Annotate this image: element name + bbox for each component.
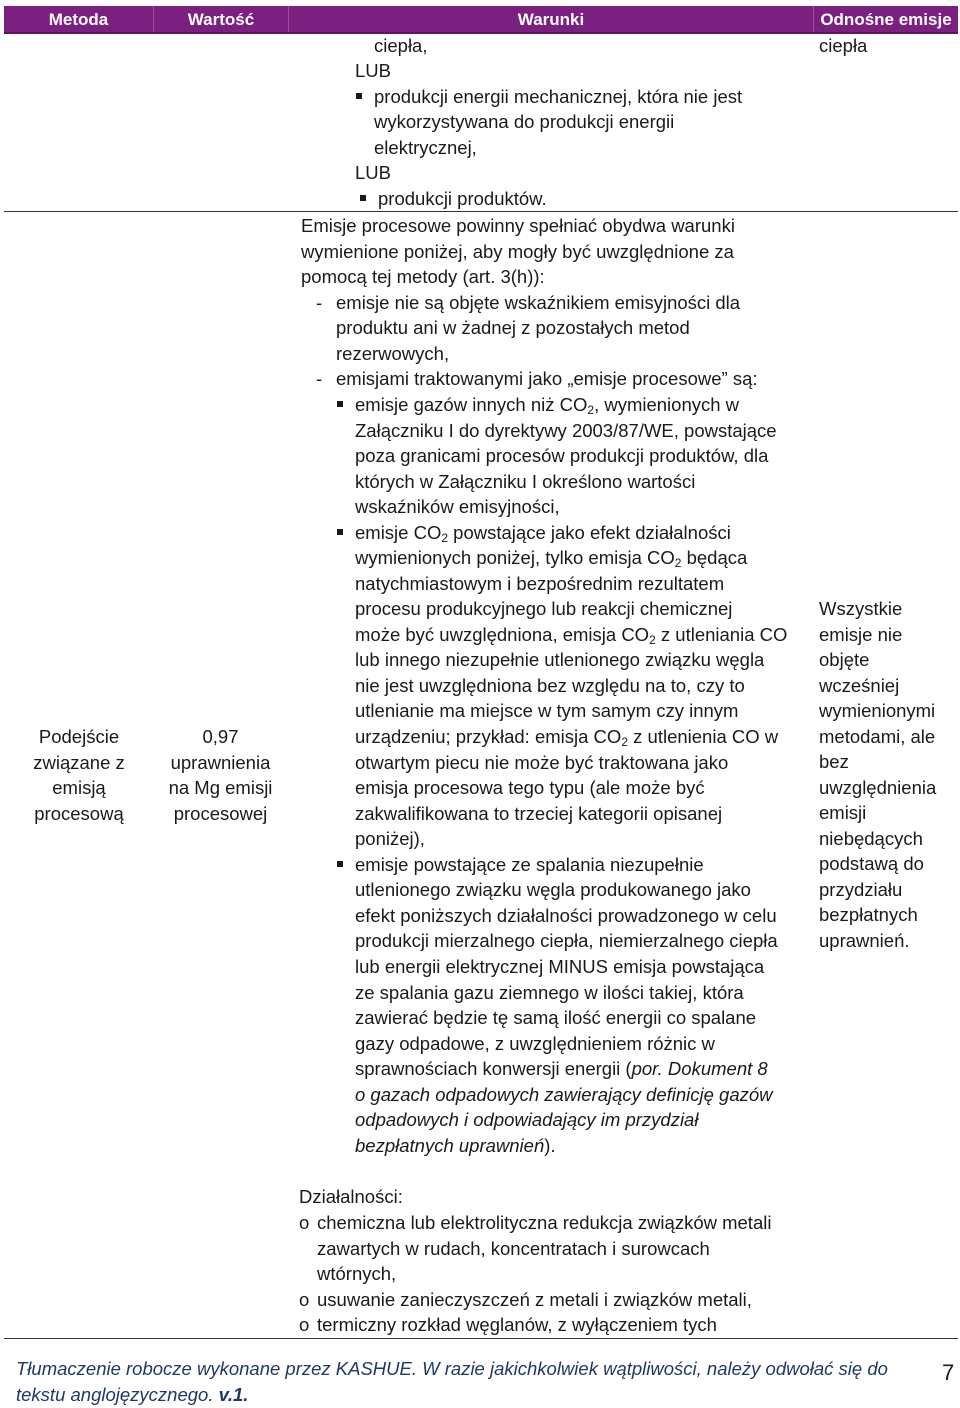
text-line [355, 1133, 556, 1159]
method-line: procesową [34, 802, 124, 824]
text-span: wymienionych poniżej, tylko emisja CO [355, 547, 675, 568]
subscript: 2 [674, 556, 682, 570]
relevant-line: przydziału [819, 878, 903, 900]
bullet-item [355, 520, 731, 546]
subscript: 2 [441, 531, 449, 545]
relevant-top: ciepła [819, 35, 868, 56]
relevant-line: bezpłatnych [819, 904, 918, 925]
text-line: poniżej), [355, 828, 425, 849]
text-span: urządzeniu; przykład: emisja CO [355, 726, 622, 747]
text-line: gazy odpadowe, z uwzględnieniem różnic w [355, 1033, 715, 1054]
page-number: 7 [942, 1360, 955, 1385]
activities-title: Działalności: [299, 1186, 403, 1207]
text-line: otwartym piecu nie może być traktowana jako [355, 752, 729, 773]
relevant-line: podstawą do [819, 853, 924, 874]
text-line: emisja procesowa tego typu (ale może być [355, 777, 705, 798]
text-line: poza granicami procesów produkcji produktów, dla [355, 445, 769, 466]
row-divider [4, 211, 958, 212]
method-line: związane z [33, 751, 125, 773]
document-reference: por. Dokument 8 [631, 1058, 768, 1079]
method-line: Podejście [38, 726, 120, 747]
dash-marker: - [316, 292, 323, 313]
text-line: ciepła, [374, 35, 428, 56]
text-line: o gazach odpadowych zawierający definicję gazów [355, 1084, 773, 1105]
value-line: na Mg emisji [168, 777, 273, 798]
header-relevant-emissions: Odnośne emisje [820, 10, 952, 29]
footer-note [16, 1356, 926, 1408]
value-line: procesowej [173, 802, 268, 824]
text-line: wykorzystywana do produkcji energii [374, 111, 675, 132]
text-line: utlenionego związku węgla produkowanego jako [355, 879, 751, 900]
relevant-line: emisje nie [819, 623, 903, 645]
dash-marker: - [316, 368, 323, 389]
text-line: których w Załączniku I określono wartości [355, 471, 696, 492]
text-span: ). [544, 1135, 556, 1156]
bullet-item: produkcji energii mechanicznej, która nie jest [374, 84, 742, 110]
circle-bullet: o [299, 1314, 310, 1335]
text-line: ze spalania gazu ziemnego w ilości takiej, która [355, 982, 744, 1003]
value-line: uprawnienia [170, 751, 271, 773]
subscript: 2 [621, 735, 628, 749]
text-span: bezpłatnych uprawnień [355, 1135, 545, 1156]
text-span: może być uwzględniona, emisja CO [355, 624, 650, 645]
text-line: odpadowych i odpowiadający im przydział [355, 1109, 699, 1130]
footer-text: Tłumaczenie robocze wykonane przez KASHUE. W razie jakichkolwiek wątpliwości, należy odwołać się do tekstu anglojęzycznego. [16, 1358, 888, 1405]
value-line: 0,97 [202, 726, 239, 747]
text-span: powstające jako efekt działalności [448, 522, 731, 543]
relevant-line: wymienionymi [819, 700, 936, 721]
text-line: pomocą tej metody (art. 3(h)): [301, 266, 545, 287]
text-line: termiczny rozkład węglanów, z wyłączeniem tych [317, 1314, 717, 1335]
text-span: z utlenienia CO w [628, 726, 779, 747]
relevant-line: metodami, ale [819, 725, 936, 747]
relevant-line: objęte [819, 649, 870, 670]
method-line: emisją [52, 777, 106, 798]
text-line: utlenianie ma miejsce w tym samym czy innym [355, 700, 739, 721]
text-line: efekt poniższych działalności prowadzonego w celu [355, 905, 777, 926]
value-cell [154, 724, 287, 826]
text-line: procesu produkcyjnego lub reakcji chemicznej [355, 598, 733, 619]
relevant-line: uprawnień. [819, 929, 910, 951]
text-line: produktu ani w żadnej z pozostałych metod [336, 317, 690, 338]
text-line: natychmiastowym i bezpośrednim rezultatem [355, 573, 725, 594]
text-span: , wymienionych w [594, 394, 740, 415]
text-line: Emisje procesowe powinny spełniać obydwa warunki [301, 215, 735, 236]
text-line: usuwanie zanieczyszczeń z metali i związków metali, [317, 1289, 752, 1310]
bullet-item: produkcji produktów. [378, 186, 547, 212]
text-line: produkcji mierzalnego ciepła, niemierzalnego ciepła [355, 930, 778, 951]
text-span: emisje CO [355, 522, 442, 543]
text-line: zawartych w rudach, koncentratach i surowcach [317, 1238, 710, 1259]
text-line: zawierać będzie tę samą ilość energii co spalane [355, 1007, 757, 1028]
subscript: 2 [587, 403, 595, 417]
text-line: wymienione poniżej, aby mogły być uwzględnione za [301, 241, 734, 262]
text-line: emisje nie są objęte wskaźnikiem emisyjności dla [336, 292, 741, 313]
text-line: rezerwowych, [336, 343, 450, 364]
text-line: emisjami traktowanymi jako „emisje procesowe” są: [336, 368, 758, 389]
relevant-line: bez [819, 751, 849, 772]
method-cell [4, 724, 154, 826]
text-line: Załączniku I do dyrektywy 2003/87/WE, powstające [355, 420, 777, 441]
table-bottom-rule [4, 1338, 958, 1339]
text-line: wtórnych, [317, 1263, 397, 1284]
subscript: 2 [649, 633, 656, 647]
text-line: zakwalifikowana to trzeciej kategorii opisanej [355, 803, 723, 824]
text-line [355, 1056, 768, 1082]
text-line: chemiczna lub elektrolityczna redukcja związków metali [317, 1212, 772, 1233]
text-line: lub energii elektrycznej MINUS emisja powstająca [355, 956, 765, 977]
relevant-line: niebędących [819, 827, 923, 849]
text-line: lub innego niezupełnie utlenionego związku węgla [355, 649, 765, 670]
text-line: nie jest uwzględniona bez względu na to, czy to [355, 675, 745, 696]
text-line [355, 545, 747, 571]
text-line [355, 622, 787, 648]
footer-version: v.1. [218, 1384, 249, 1405]
header-method: Metoda [4, 6, 154, 32]
table-header [4, 6, 958, 34]
text-span: sprawnościach konwersji energii ( [355, 1058, 632, 1079]
text-span: z utleniania CO [655, 624, 788, 645]
bullet-item [355, 392, 739, 418]
bullet-item: emisje powstające ze spalania niezupełnie [355, 852, 704, 878]
relevant-line: uwzględnienia [819, 776, 937, 798]
header-value: Wartość [154, 6, 289, 32]
text-line: wskaźników emisyjności, [355, 496, 560, 517]
relevant-line: wcześniej [819, 674, 900, 696]
relevant-emissions-cell [819, 596, 936, 953]
circle-bullet: o [299, 1212, 310, 1233]
text-span: emisje gazów innych niż CO [355, 394, 588, 415]
text-line: LUB [355, 60, 391, 81]
text-line [355, 724, 778, 750]
relevant-line: Wszystkie [819, 598, 903, 619]
text-line: LUB [355, 162, 391, 183]
text-span: będąca [681, 547, 748, 568]
header-conditions: Warunki [289, 6, 814, 32]
circle-bullet: o [299, 1289, 310, 1310]
relevant-line: emisji [819, 802, 867, 823]
text-line: elektrycznej, [374, 137, 477, 158]
